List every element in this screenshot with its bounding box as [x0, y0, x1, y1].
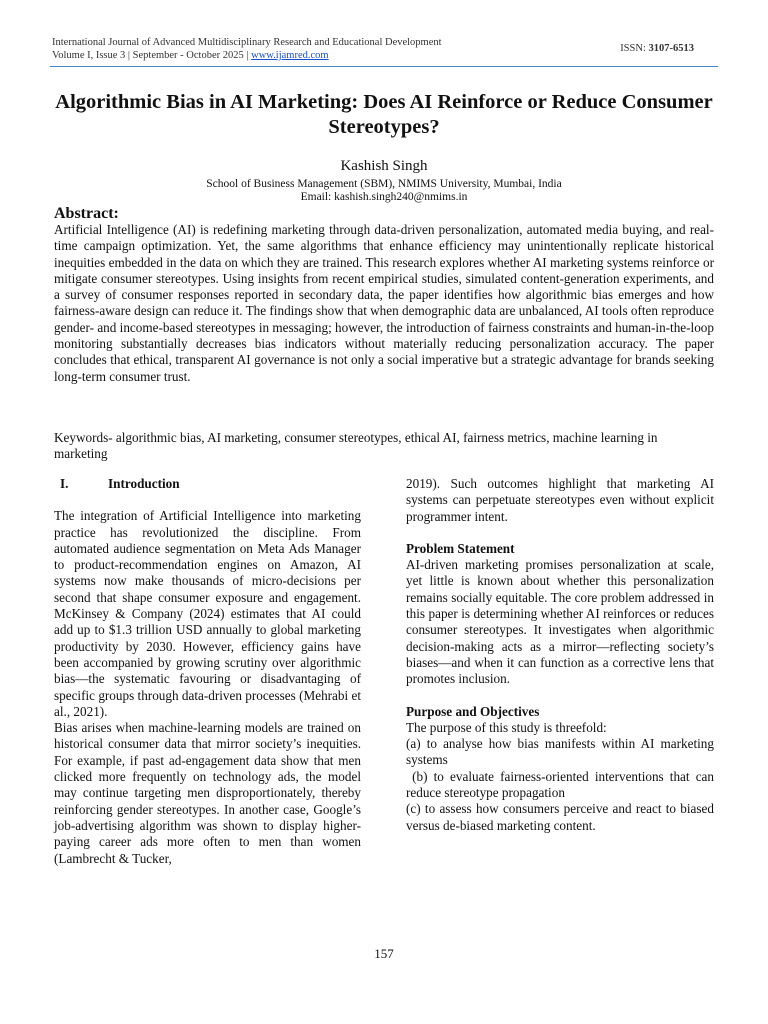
page-number: 157 [374, 946, 394, 961]
journal-name: International Journal of Advanced Multidisciplinary Research and Educational Development [52, 37, 442, 48]
author-name: Kashish Singh [340, 158, 428, 174]
keywords: Keywords- algorithmic bias, AI marketing, consumer stereotypes, ethical AI, fairness metrics, machine learning in marketing [54, 430, 658, 462]
author-affiliation [0, 178, 768, 204]
purpose-heading: Purpose and Objectives [406, 703, 540, 719]
purpose-intro: The purpose of this study is threefold: [406, 719, 607, 735]
purpose-item-c: (c) to assess how consumers perceive and react to biased versus de-biased marketing content. [406, 801, 714, 833]
header-rule [50, 66, 718, 67]
journal-link[interactable]: www.ijamred.com [251, 50, 329, 61]
intro-paragraph-2-cont: 2019). Such outcomes highlight that marketing AI systems can perpetuate stereotypes even without explicit programmer intent. [406, 476, 714, 524]
intro-paragraph-1: The integration of Artificial Intelligence into marketing practice has revolutionized the discipline. From automated audience segmentation on Meta Ads Manager to product-recommendation engines on Amazon, AI systems now make thousands of micro-decisions per second that shape consumer exposure and engagement. McKinsey & Company (2024) estimates that AI could add up to $1.3 trillion USD annually to global marketing productivity by 2030. However, efficiency gains have been accompanied by growing scrutiny over algorithmic bias—the systematic favouring or disadvantaging of specific groups through data-driven processes (Mehrabi et al., 2021). [54, 508, 361, 719]
purpose-item-a: (a) to analyse how bias manifests within AI marketing systems [406, 736, 714, 768]
problem-text: AI-driven marketing promises personalization at scale, yet little is known about whether this personalization remains socially equitable. The core problem addressed in this paper is determining whether AI reinforces or reduces consumer stereotypes. It investigates when algorithmic decision-making acts as a mirror—reflecting society’s biases—and when it can function as a corrective lens that promotes inclusion. [406, 557, 714, 687]
volume-info: Volume I, Issue 3 | September - October 2025 | www.ijamred.com [52, 50, 329, 61]
left-column [54, 476, 361, 867]
intro-paragraph-2: Bias arises when machine-learning models are trained on historical consumer data that mirror society’s inequities. For example, if past ad-engagement data show that men clicked more frequently on technology ads, the model may continue targeting men disproportionately, thereby reinforcing gender stereotypes. In another case, Google’s job-advertising algorithm was shown to display higher-paying career ads more often to men than women (Lambrecht & Tucker, [54, 720, 361, 866]
affiliation: School of Business Management (SBM), NMIMS University, Mumbai, India [206, 178, 562, 190]
problem-heading: Problem Statement [406, 540, 515, 556]
abstract-text: Artificial Intelligence (AI) is redefining marketing through data-driven personalization, automated media buying, and real-time campaign optimization. Yet, the same algorithms that enhance efficiency may unintentionally replicate historical inequities embedded in the data on which they are trained. This research explores whether AI marketing systems reinforce or mitigate consumer stereotypes. Using insights from recent empirical studies, simulated content-generation experiments, and a survey of consumer responses reported in secondary data, the paper identifies how algorithmic bias emerges and how fairness-aware design can reduce it. The findings show that when demographic data are unbalanced, AI tools often reproduce gender- and income-based stereotypes in messaging; however, the introduction of fairness constraints and human-in-the-loop monitoring substantially decreases bias indicators without materially reducing personalization accuracy. The paper concludes that ethical, transparent AI governance is not only a social imperative but a strategic advantage for brands seeking long-term consumer trust. [54, 222, 714, 384]
purpose-item-b: (b) to evaluate fairness-oriented interventions that can reduce stereotype propagation [406, 768, 718, 801]
author-email: Email: kashish.singh240@nmims.in [300, 191, 468, 203]
issn: ISSN: 3107-6513 [620, 43, 694, 54]
journal-header [52, 36, 716, 62]
abstract-heading: Abstract: [54, 205, 119, 222]
paper-title: Algorithmic Bias in AI Marketing: Does AI Reinforce or Reduce Consumer Stereotypes? [55, 91, 713, 138]
intro-heading: I. Introduction [60, 476, 180, 491]
right-column [406, 476, 718, 834]
